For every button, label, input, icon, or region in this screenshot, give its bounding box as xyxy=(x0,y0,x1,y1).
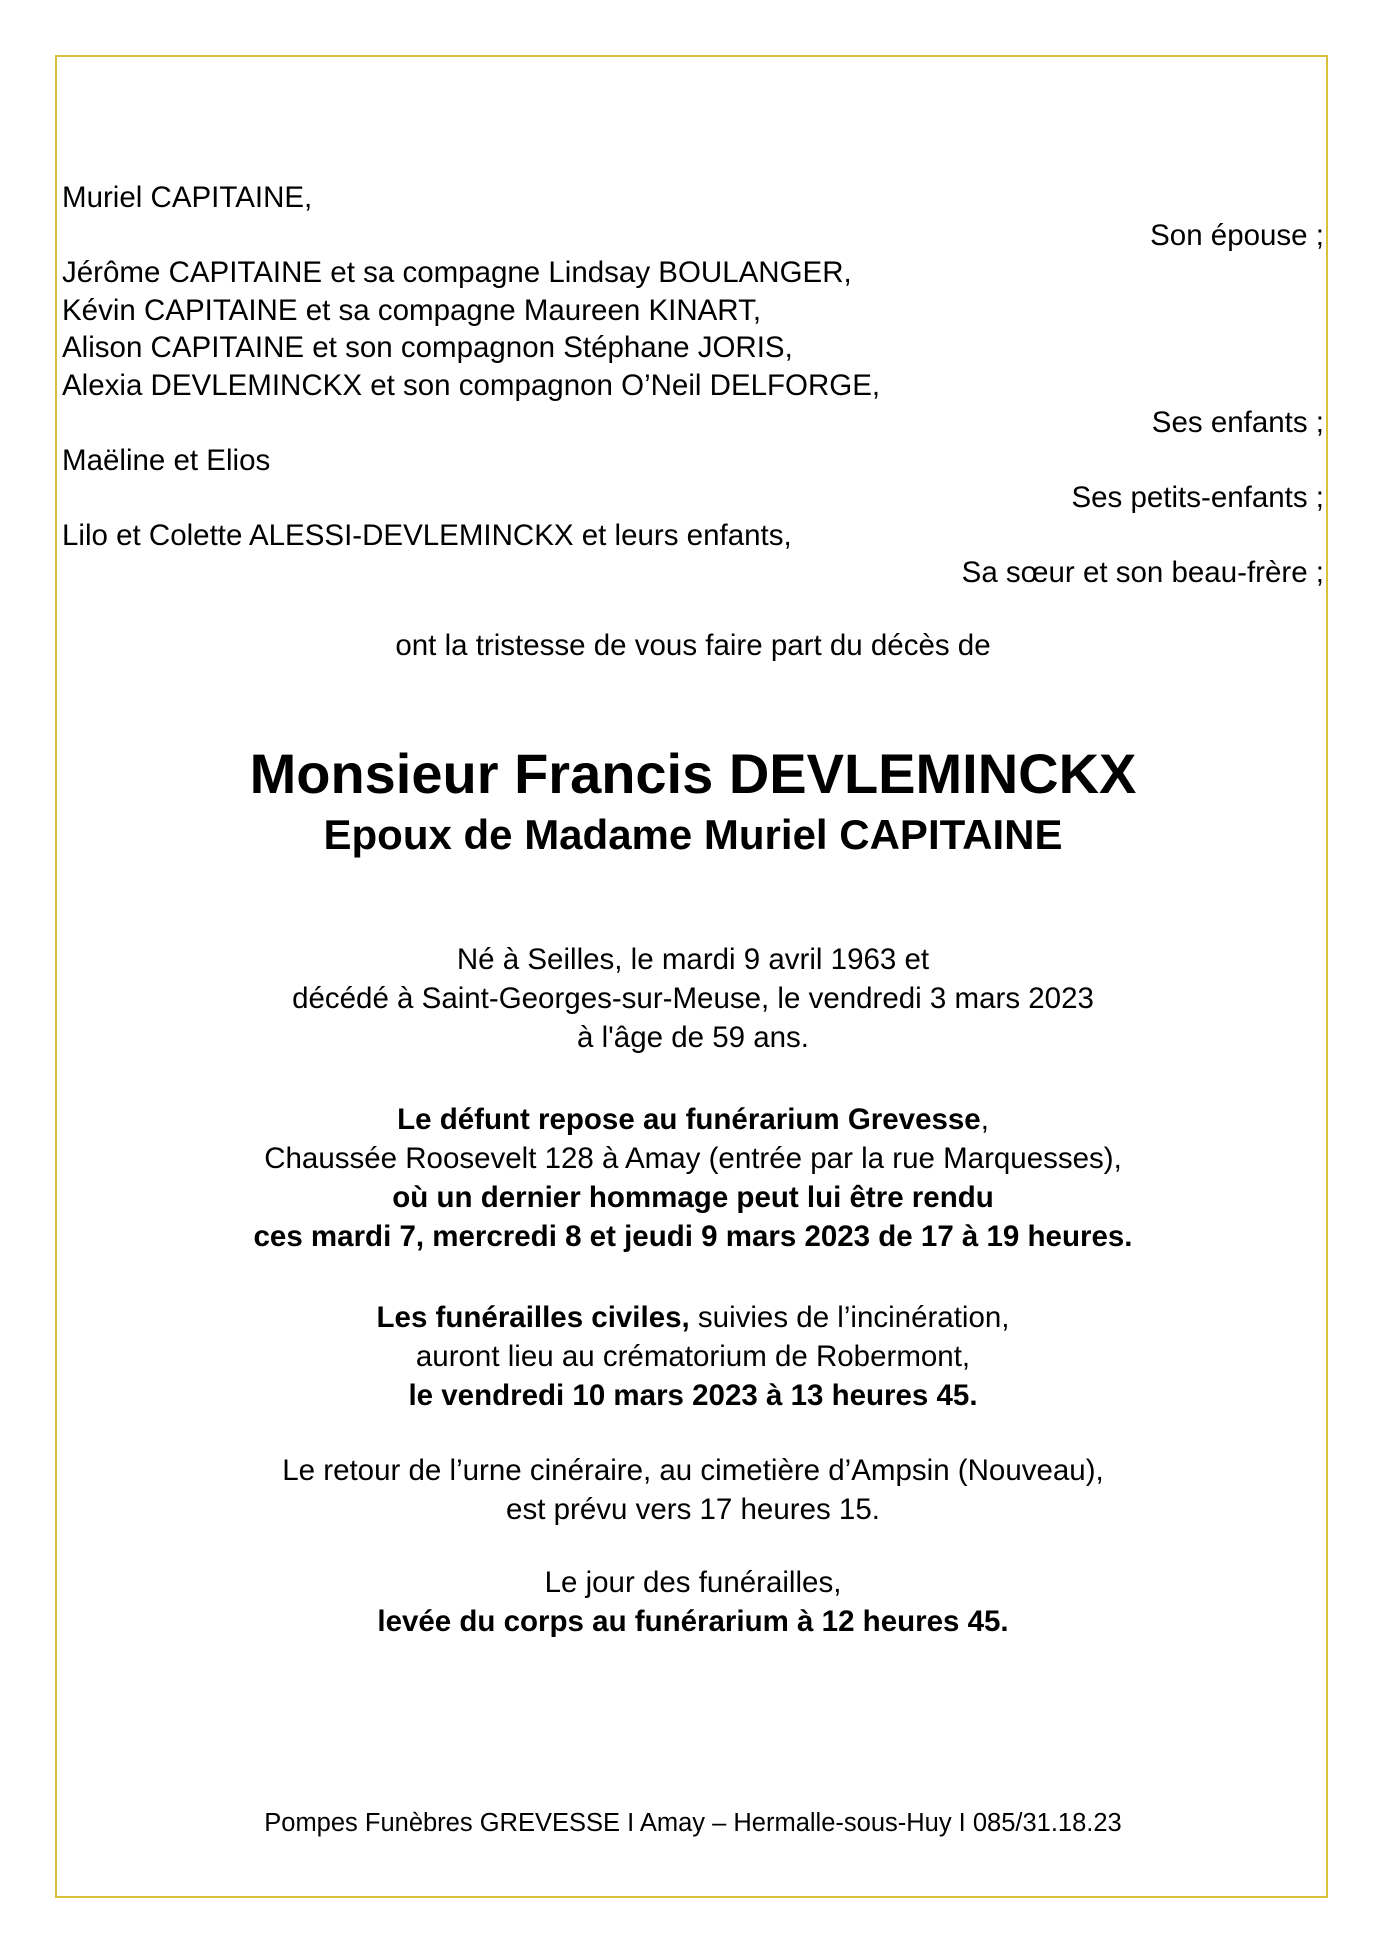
child-line: Alison CAPITAINE et son compagnon Stéphane JORIS, xyxy=(62,331,793,364)
wake-address: Chaussée Roosevelt 128 à Amay (entrée par la rue Marquesses), xyxy=(264,1142,1122,1175)
wake-info xyxy=(62,1100,1324,1256)
urn-info xyxy=(62,1451,1324,1529)
footer-funeral-home: Pompes Funèbres GREVESSE I Amay – Hermalle-sous-Huy I 085/31.18.23 xyxy=(264,1809,1122,1837)
announcement-intro xyxy=(62,626,1324,665)
urn-place: Le retour de l’urne cinéraire, au cimetière d’Ampsin (Nouveau), xyxy=(282,1454,1104,1487)
child-line: Jérôme CAPITAINE et sa compagne Lindsay BOULANGER, xyxy=(62,256,852,289)
day-of-info xyxy=(62,1563,1324,1641)
child-line: Kévin CAPITAINE et sa compagne Maureen KINART, xyxy=(62,293,762,327)
urn-time: est prévu vers 17 heures 15. xyxy=(506,1493,880,1526)
deceased-name: Monsieur Francis DEVLEMINCKX xyxy=(249,742,1137,805)
funeral-type-line xyxy=(62,1298,1324,1337)
spouse-relation: Son épouse ; xyxy=(1150,218,1324,252)
grandchildren-relation: Ses petits-enfants ; xyxy=(1071,481,1324,514)
grandchildren-names: Maëline et Elios xyxy=(62,443,271,477)
wake-location-line xyxy=(62,1100,1324,1139)
spouse-subtitle: Epoux de Madame Muriel CAPITAINE xyxy=(323,811,1063,858)
sibling-names: Lilo et Colette ALESSI-DEVLEMINCKX et leurs enfants, xyxy=(62,518,792,552)
birth-line: Né à Seilles, le mardi 9 avril 1963 et xyxy=(456,943,930,976)
family-list xyxy=(62,179,1324,592)
birth-death-info xyxy=(62,940,1324,1057)
day-of-departure: levée du corps au funérarium à 12 heures 45. xyxy=(377,1605,1009,1638)
wake-location-rest: , xyxy=(980,1103,989,1136)
wake-location-bold: Le défunt repose au funérarium Grevesse xyxy=(397,1103,981,1136)
children-relation: Ses enfants ; xyxy=(1151,406,1324,439)
child-line: Alexia DEVLEMINCKX et son compagnon O’Neil DELFORGE, xyxy=(62,368,881,402)
wake-dates: ces mardi 7, mercredi 8 et jeudi 9 mars 2023 de 17 à 19 heures. xyxy=(253,1220,1133,1253)
intro-text: ont la tristesse de vous faire part du décès de xyxy=(395,629,991,662)
death-line: décédé à Saint-Georges-sur-Meuse, le vendredi 3 mars 2023 xyxy=(292,982,1094,1015)
funeral-place: auront lieu au crématorium de Robermont, xyxy=(415,1340,971,1373)
spouse-name: Muriel CAPITAINE, xyxy=(62,181,313,214)
funeral-type-rest: suivies de l’incinération, xyxy=(689,1301,1010,1334)
funeral-date: le vendredi 10 mars 2023 à 13 heures 45. xyxy=(408,1379,978,1412)
sibling-relation: Sa sœur et son beau-frère ; xyxy=(961,556,1324,589)
funeral-type-bold: Les funérailles civiles, xyxy=(376,1301,690,1334)
funeral-info xyxy=(62,1298,1324,1415)
wake-homage: où un dernier hommage peut lui être rendu xyxy=(392,1181,994,1214)
age-line: à l'âge de 59 ans. xyxy=(577,1021,809,1054)
day-of-intro: Le jour des funérailles, xyxy=(544,1566,842,1599)
